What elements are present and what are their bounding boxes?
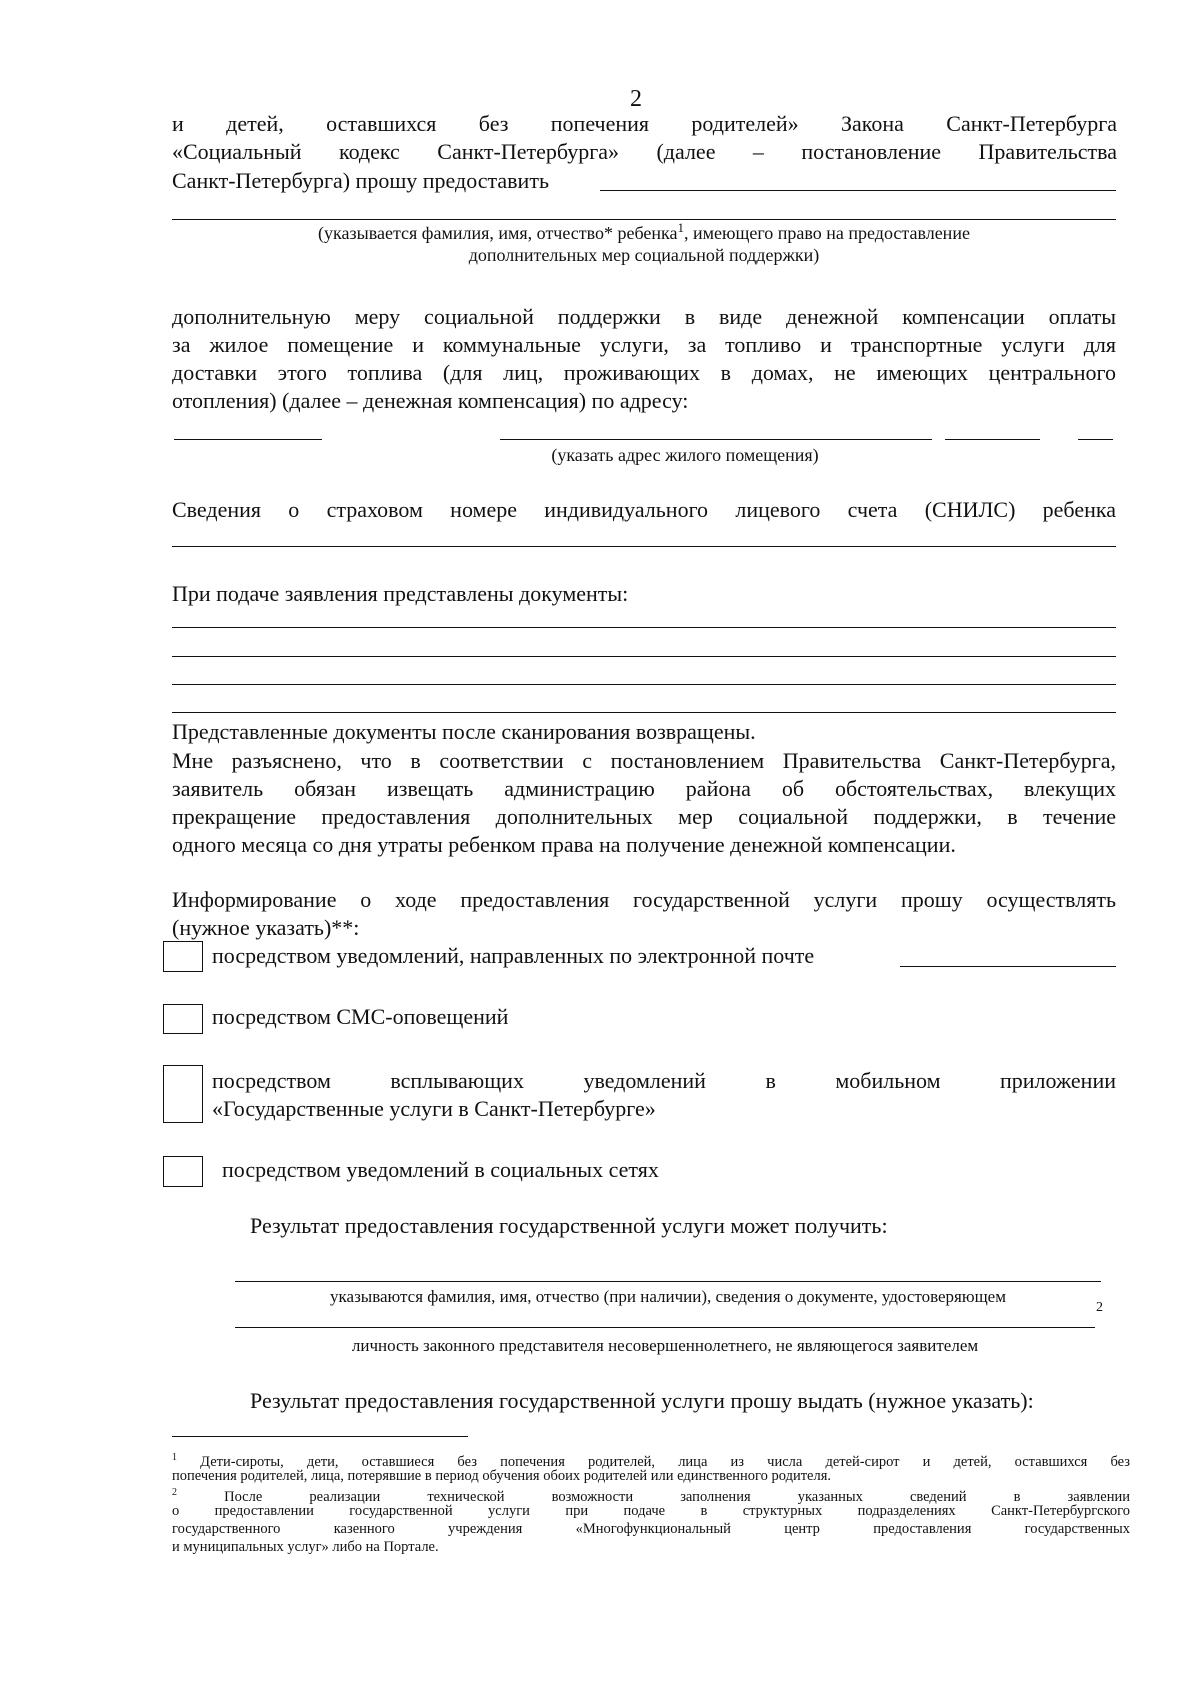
email-field-line[interactable] (900, 966, 1116, 967)
child-name-caption: (указывается фамилия, имя, отчество* ребенка$^1$, имеющего право на предоставление дополнительных мер социальной поддержки) (318, 220, 970, 265)
address-field-line-c[interactable] (945, 439, 1040, 440)
documents-field-line-2[interactable] (172, 656, 1116, 657)
footnote-2-line-3: государственного казенного учреждения «Многофункциональный центр предоставления государственных (172, 1521, 1130, 1537)
representative-caption-line-1: указываются фамилия, имя, отчество (при наличии), сведения о документе, удостоверяющем (330, 1287, 1006, 1306)
intro-line-1: и детей, оставшихся без попечения родителей» Закона Санкт-Петербурга (172, 111, 1117, 136)
result-issue-label: Результат предоставления государственной услуги прошу выдать (нужное указать): (250, 1388, 1034, 1413)
representative-caption-marker: 2 (1096, 1300, 1103, 1315)
result-receive-label: Результат предоставления государственной услуги может получить: (250, 1213, 888, 1238)
support-line-3: доставки этого топлива (для лиц, проживающих в домах, не имеющих центрального (172, 360, 1116, 385)
snils-label: Сведения о страховом номере индивидуального лицевого счета (СНИЛС) ребенка (172, 497, 1116, 522)
footnote-1-line-1: $^1$ Дети-сироты, дети, оставшиеся без попечения родителей, лица из числа детей-сирот и детей, оставшихся без (172, 1452, 1131, 1470)
push-option-checkbox[interactable] (163, 1065, 203, 1123)
support-line-2: за жилое помещение и коммунальные услуги, за топливо и транспортные услуги для (172, 332, 1116, 357)
explained-line-4: одного месяца со дня утраты ребенком права на получение денежной компенсации. (172, 832, 956, 857)
footnote-separator (172, 1436, 468, 1437)
child-name-field-line-2[interactable] (172, 219, 1116, 220)
documents-field-line-1[interactable] (172, 627, 1116, 628)
address-caption: (указать адрес жилого помещения) (551, 445, 819, 465)
documents-field-line-3[interactable] (172, 684, 1116, 685)
explained-line-1: Мне разъяснено, что в соответствии с постановлением Правительства Санкт-Петербурга, (172, 748, 1116, 773)
address-field-line-d[interactable] (1078, 439, 1113, 440)
representative-field-line-2[interactable] (235, 1327, 1095, 1328)
explained-line-2: заявитель обязан извещать администрацию района об обстоятельствах, влекущих (172, 776, 1116, 801)
support-line-1: дополнительную меру социальной поддержки в виде денежной компенсации оплаты (172, 304, 1116, 329)
support-line-4: отопления) (далее – денежная компенсация) по адресу: (172, 388, 689, 413)
footnote-1-line-2: попечения родителей, лица, потерявшие в период обучения обоих родителей или единственного родителя. (172, 1468, 832, 1484)
address-field-line-b[interactable] (500, 439, 932, 440)
address-field-line-a[interactable] (174, 439, 322, 440)
email-option-label: посредством уведомлений, направленных по электронной почте (212, 943, 815, 968)
social-option-checkbox[interactable] (163, 1156, 203, 1187)
push-option-label-line-2: «Государственные услуги в Санкт-Петербурге» (212, 1096, 656, 1121)
scanned-note: Представленные документы после сканирования возвращены. (172, 719, 756, 744)
documents-label: При подаче заявления представлены документы: (172, 581, 629, 606)
explained-line-3: прекращение предоставления дополнительных мер социальной поддержки, в течение (172, 804, 1116, 829)
inform-line-1: Информирование о ходе предоставления государственной услуги прошу осуществлять (172, 887, 1116, 912)
push-option-label-line-1: посредством всплывающих уведомлений в мобильном приложении (212, 1068, 1116, 1093)
representative-caption-line-2: личность законного представителя несовершеннолетнего, не являющегося заявителем (351, 1336, 979, 1355)
child-name-field-line-1[interactable] (600, 190, 1116, 191)
page-number: 2 (630, 86, 642, 112)
intro-line-2: «Социальный кодекс Санкт-Петербурга» (далее – постановление Правительства (172, 139, 1117, 164)
footnote-2-line-4: и муниципальных услуг» либо на Портале. (172, 1539, 439, 1555)
footnote-2-line-2: о предоставлении государственной услуги при подаче в структурных подразделениях Санкт-Петербургского (172, 1503, 1130, 1519)
representative-field-line-1[interactable] (235, 1281, 1101, 1282)
sms-option-label: посредством СМС-оповещений (212, 1004, 509, 1029)
social-option-label: посредством уведомлений в социальных сетях (222, 1157, 659, 1182)
documents-field-line-4[interactable] (172, 712, 1116, 713)
sms-option-checkbox[interactable] (163, 1004, 203, 1034)
snils-field-line[interactable] (172, 546, 1116, 547)
inform-line-2: (нужное указать)**: (172, 915, 360, 940)
footnote-2-line-1: $^2$ После реализации технической возможности заполнения указанных сведений в заявлении (172, 1487, 1130, 1505)
intro-line-3: Санкт-Петербурга) прошу предоставить (172, 168, 549, 193)
email-option-checkbox[interactable] (163, 941, 203, 972)
